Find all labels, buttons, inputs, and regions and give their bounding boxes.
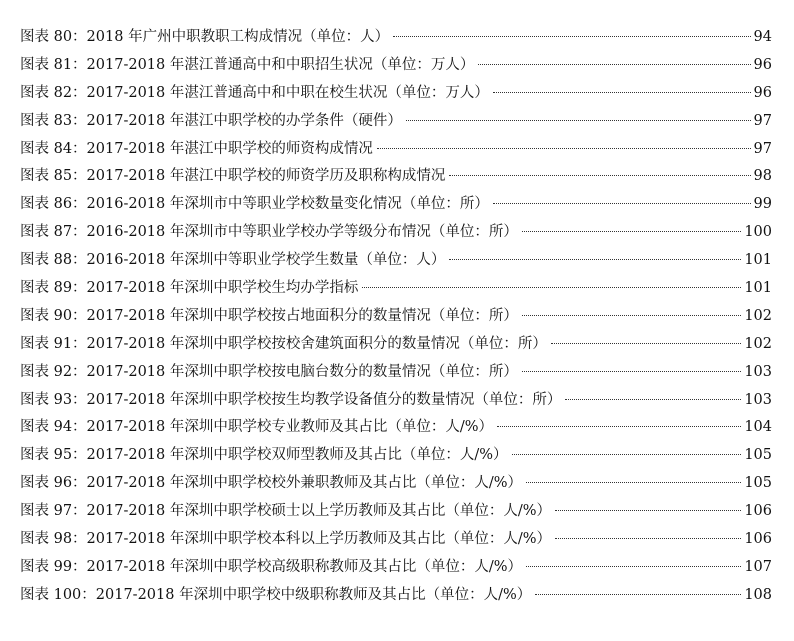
toc-entry[interactable] — [20, 219, 772, 247]
table-of-figures — [20, 24, 772, 610]
toc-entry[interactable] — [20, 498, 772, 526]
toc-entry-title: 图表 84：2017-2018 年湛江中职学校的师资构成情况 — [20, 140, 373, 157]
toc-dot-leader — [512, 454, 742, 455]
toc-entry-title: 图表 83：2017-2018 年湛江中职学校的办学条件（硬件） — [20, 112, 402, 129]
toc-entry-page: 100 — [744, 224, 772, 241]
toc-entry-title: 图表 93：2017-2018 年深圳中职学校按生均教学设备值分的数量情况（单位：所） — [20, 391, 562, 408]
toc-entry-page: 96 — [753, 84, 772, 101]
toc-dot-leader — [526, 566, 741, 567]
toc-dot-leader — [565, 399, 741, 400]
toc-dot-leader — [493, 92, 751, 93]
toc-entry-page: 103 — [744, 363, 772, 380]
toc-entry-title: 图表 89：2017-2018 年深圳中职学校生均办学指标 — [20, 280, 359, 297]
toc-entry-page: 108 — [744, 586, 772, 603]
toc-entry[interactable] — [20, 303, 772, 331]
toc-dot-leader — [555, 538, 741, 539]
toc-entry-title: 图表 100：2017-2018 年深圳中职学校中级职称教师及其占比（单位：人/%） — [20, 586, 532, 603]
toc-entry-title: 图表 91：2017-2018 年深圳中职学校按校舍建筑面积分的数量情况（单位：所） — [20, 335, 547, 352]
toc-entry-page: 102 — [744, 307, 772, 324]
toc-entry-title: 图表 92：2017-2018 年深圳中职学校按电脑台数分的数量情况（单位：所） — [20, 363, 518, 380]
toc-entry-page: 101 — [744, 252, 772, 269]
toc-dot-leader — [393, 36, 750, 37]
toc-dot-leader — [551, 343, 741, 344]
toc-dot-leader — [406, 120, 751, 121]
toc-entry[interactable] — [20, 24, 772, 52]
toc-entry-title: 图表 81：2017-2018 年湛江普通高中和中职招生状况（单位：万人） — [20, 56, 475, 73]
toc-entry[interactable] — [20, 136, 772, 164]
toc-entry-title: 图表 80：2018 年广州中职教职工构成情况（单位：人） — [20, 29, 390, 45]
toc-entry-page: 97 — [753, 112, 772, 129]
toc-entry-page: 102 — [744, 335, 772, 352]
toc-entry-title: 图表 98：2017-2018 年深圳中职学校本科以上学历教师及其占比（单位：人/%） — [20, 531, 552, 548]
toc-entry[interactable] — [20, 470, 772, 498]
toc-dot-leader — [522, 231, 741, 232]
toc-entry-title: 图表 95：2017-2018 年深圳中职学校双师型教师及其占比（单位：人/%） — [20, 447, 508, 464]
toc-entry[interactable] — [20, 387, 772, 415]
toc-entry-page: 104 — [744, 419, 772, 436]
toc-entry[interactable] — [20, 582, 772, 610]
toc-dot-leader — [555, 510, 741, 511]
toc-entry-title: 图表 87：2016-2018 年深圳市中等职业学校办学等级分布情况（单位：所） — [20, 224, 518, 241]
toc-entry[interactable] — [20, 526, 772, 554]
toc-entry[interactable] — [20, 191, 772, 219]
toc-dot-leader — [449, 175, 750, 176]
toc-dot-leader — [497, 426, 741, 427]
toc-dot-leader — [449, 259, 741, 260]
toc-entry[interactable] — [20, 331, 772, 359]
toc-dot-leader — [377, 148, 751, 149]
toc-dot-leader — [362, 287, 741, 288]
toc-dot-leader — [522, 371, 741, 372]
toc-entry-page: 106 — [744, 531, 772, 548]
toc-entry-title: 图表 97：2017-2018 年深圳中职学校硕士以上学历教师及其占比（单位：人/%） — [20, 503, 552, 520]
toc-entry-title: 图表 86：2016-2018 年深圳市中等职业学校数量变化情况（单位：所） — [20, 196, 489, 213]
toc-dot-leader — [493, 203, 751, 204]
toc-entry[interactable] — [20, 275, 772, 303]
toc-entry-title: 图表 94：2017-2018 年深圳中职学校专业教师及其占比（单位：人/%） — [20, 419, 494, 436]
toc-entry-page: 105 — [744, 475, 772, 492]
toc-entry[interactable] — [20, 442, 772, 470]
toc-entry-page: 97 — [753, 140, 772, 157]
toc-entry[interactable] — [20, 80, 772, 108]
toc-entry[interactable] — [20, 163, 772, 191]
toc-entry-page: 99 — [753, 196, 772, 213]
toc-entry-title: 图表 82：2017-2018 年湛江普通高中和中职在校生状况（单位：万人） — [20, 84, 489, 101]
toc-dot-leader — [478, 64, 750, 65]
toc-dot-leader — [526, 482, 741, 483]
toc-entry-page: 96 — [753, 56, 772, 73]
toc-entry[interactable] — [20, 247, 772, 275]
toc-dot-leader — [535, 594, 741, 595]
toc-entry[interactable] — [20, 108, 772, 136]
toc-dot-leader — [522, 315, 741, 316]
toc-entry[interactable] — [20, 554, 772, 582]
toc-entry-page: 101 — [744, 280, 772, 297]
toc-entry-title: 图表 96：2017-2018 年深圳中职学校校外兼职教师及其占比（单位：人/%） — [20, 475, 523, 492]
toc-entry[interactable] — [20, 414, 772, 442]
toc-entry-title: 图表 85：2017-2018 年湛江中职学校的师资学历及职称构成情况 — [20, 168, 446, 185]
toc-entry-page: 105 — [744, 447, 772, 464]
toc-entry-title: 图表 99：2017-2018 年深圳中职学校高级职称教师及其占比（单位：人/%） — [20, 558, 523, 575]
toc-entry-title: 图表 88：2016-2018 年深圳中等职业学校学生数量（单位：人） — [20, 252, 446, 269]
toc-entry-page: 103 — [744, 391, 772, 408]
toc-entry-page: 107 — [744, 558, 772, 575]
toc-entry-page: 106 — [744, 503, 772, 520]
toc-entry-page: 98 — [753, 168, 772, 185]
toc-entry[interactable] — [20, 52, 772, 80]
toc-entry-page: 94 — [753, 29, 772, 45]
toc-entry[interactable] — [20, 359, 772, 387]
toc-entry-title: 图表 90：2017-2018 年深圳中职学校按占地面积分的数量情况（单位：所） — [20, 307, 518, 324]
